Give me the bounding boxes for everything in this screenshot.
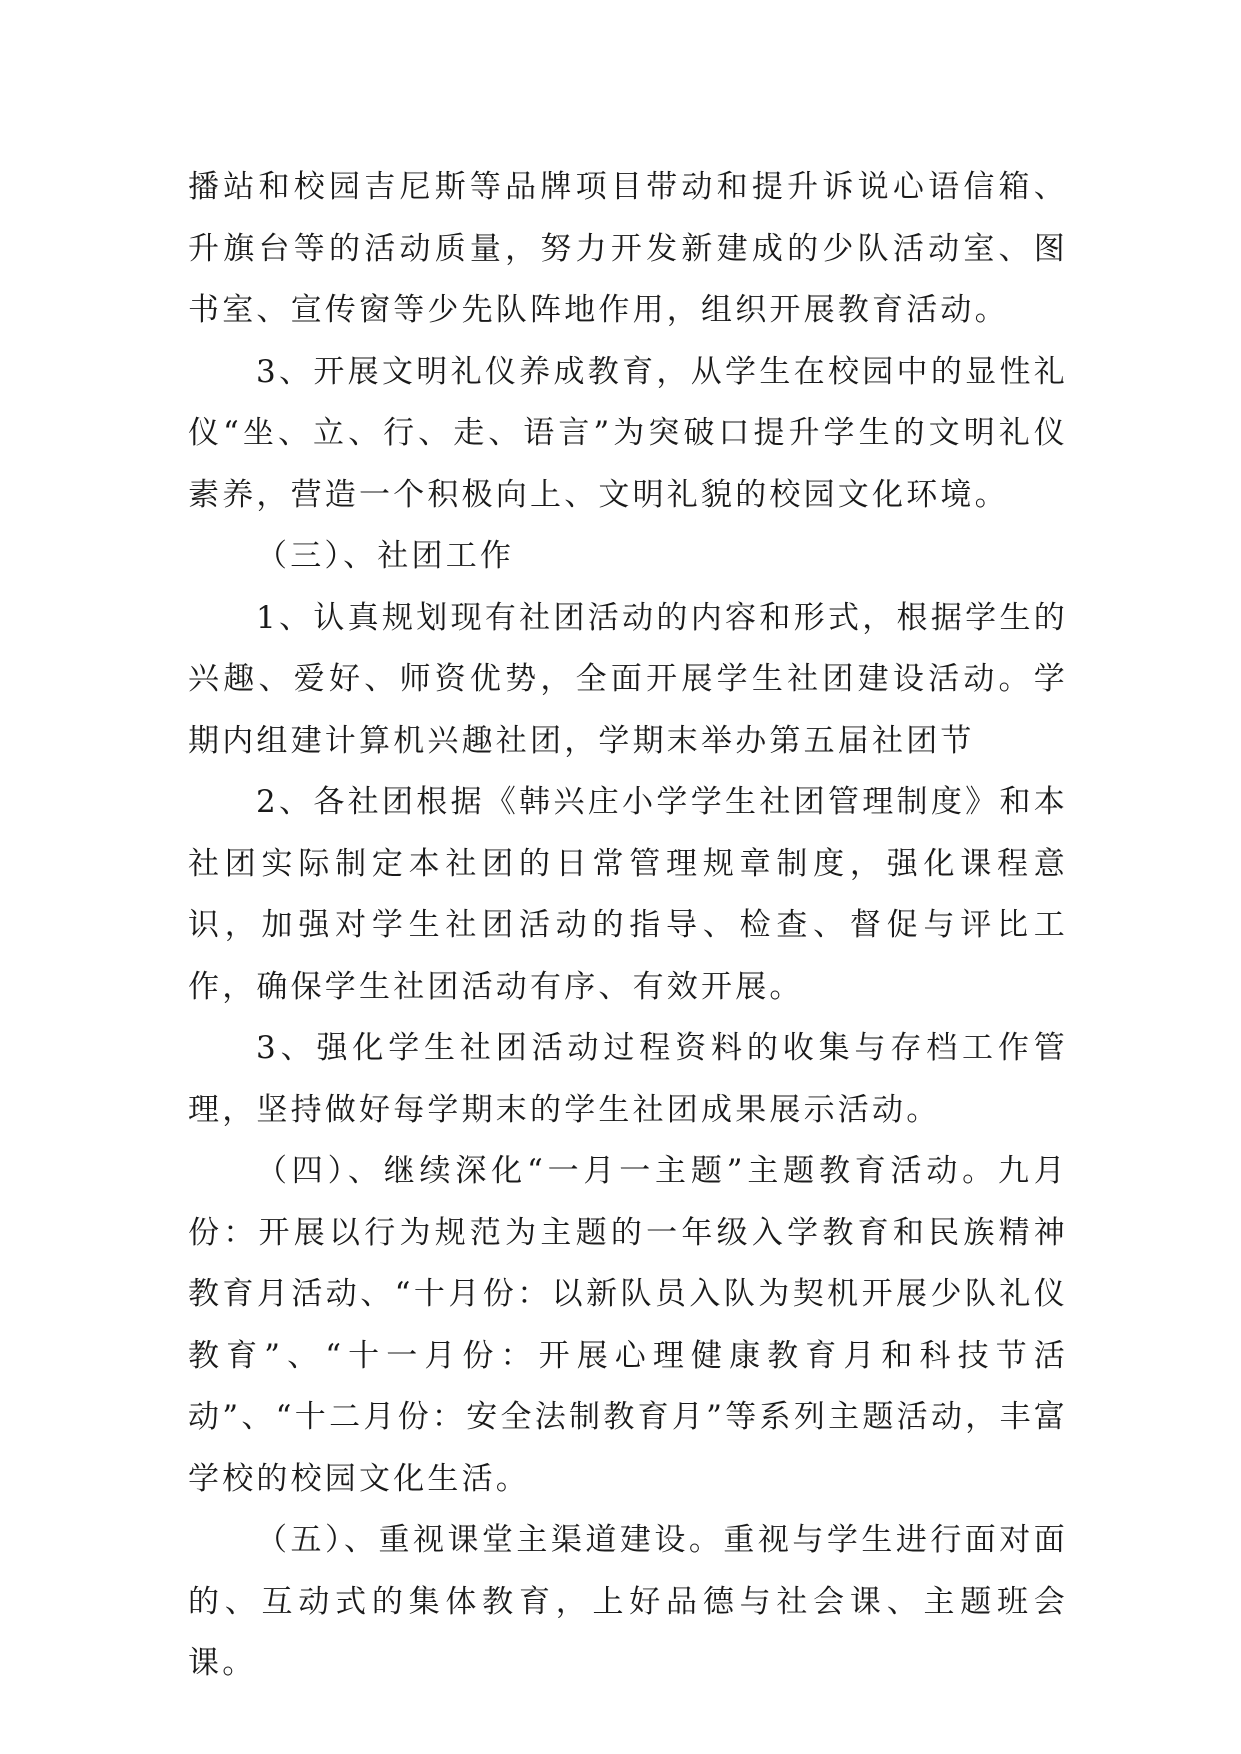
paragraph-club-records: 3、强化学生社团活动过程资料的收集与存档工作管理，坚持做好每学期末的学生社团成果展示活动。: [188, 1030, 1068, 1128]
paragraph-club-management: 2、各社团根据《韩兴庄小学学生社团管理制度》和本社团实际制定本社团的日常管理规章制度，强化课程意识，加强对学生社团活动的指导、检查、督促与评比工作，确保学生社团活动有序、有效开展。: [188, 784, 1068, 1005]
paragraph-continuation: 播站和校园吉尼斯等品牌项目带动和提升诉说心语信箱、升旗台等的活动质量，努力开发新建成的少队活动室、图书室、宣传窗等少先队阵地作用，组织开展教育活动。: [188, 169, 1068, 328]
document-body: [188, 157, 1068, 1695]
section-heading-clubs: （三）、社团工作: [256, 538, 515, 574]
paragraph-classroom-channel: （五）、重视课堂主渠道建设。重视与学生进行面对面的、互动式的集体教育，上好品德与社会课、主题班会课。: [188, 1522, 1068, 1681]
paragraph-club-planning: 1、认真规划现有社团活动的内容和形式，根据学生的兴趣、爱好、师资优势，全面开展学生社团建设活动。学期内组建计算机兴趣社团，学期末举办第五届社团节: [188, 599, 1068, 759]
paragraph-monthly-themes: （四）、继续深化“一月一主题”主题教育活动。九月份：开展以行为规范为主题的一年级入学教育和民族精神教育月活动、“十月份：以新队员入队为契机开展少队礼仪教育”、“十一月份：开展心理健康教育月和科技节活动”、“十二月份：安全法制教育月”等系列主题活动，丰富学校的校园文化生活。: [188, 1153, 1068, 1497]
paragraph-etiquette-education: 3、开展文明礼仪养成教育，从学生在校园中的显性礼仪“坐、立、行、走、语言”为突破口提升学生的文明礼仪素养，营造一个积极向上、文明礼貌的校园文化环境。: [188, 353, 1068, 513]
